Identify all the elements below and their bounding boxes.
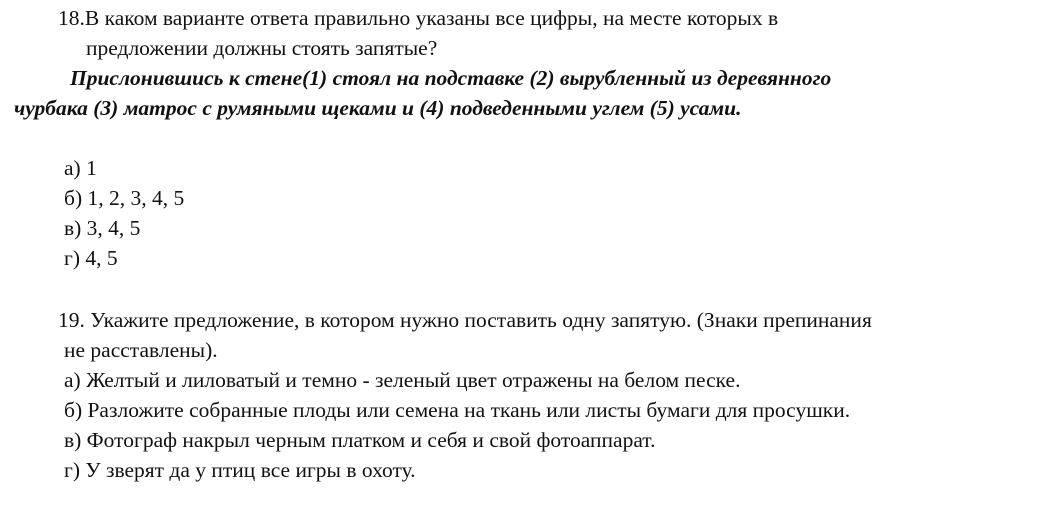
q19-option-a: а) Желтый и лиловатый и темно - зеленый цвет отражены на белом песке. <box>64 368 741 392</box>
q19-text-line1: 19. Укажите предложение, в котором нужно поставить одну запятую. (Знаки препинания <box>58 308 872 332</box>
q18-option-c: в) 3, 4, 5 <box>64 216 141 240</box>
q19-option-c: в) Фотограф накрыл черным платком и себя и свой фотоаппарат. <box>64 428 656 452</box>
q18-option-b: б) 1, 2, 3, 4, 5 <box>64 186 185 210</box>
q18-text-line1: 18.В каком варианте ответа правильно указаны все цифры, на месте которых в <box>58 6 779 30</box>
q18-text-line2: предложении должны стоять запятые? <box>86 36 438 60</box>
q18-sentence-line2: чурбака (3) матрос с румяными щеками и (4) подведенными углем (5) усами. <box>14 96 742 120</box>
q19-text-line2: не расставлены). <box>64 338 218 362</box>
q19-option-b: б) Разложите собранные плоды или семена на ткань или листы бумаги для просушки. <box>64 398 851 422</box>
q18-option-a: а) 1 <box>64 156 97 180</box>
q18-option-d: г) 4, 5 <box>64 246 118 270</box>
q19-option-d: г) У зверят да у птиц все игры в охоту. <box>64 458 416 482</box>
q18-sentence-line1: Прислонившись к стене(1) стоял на подставке (2) вырубленный из деревянного <box>70 66 832 90</box>
